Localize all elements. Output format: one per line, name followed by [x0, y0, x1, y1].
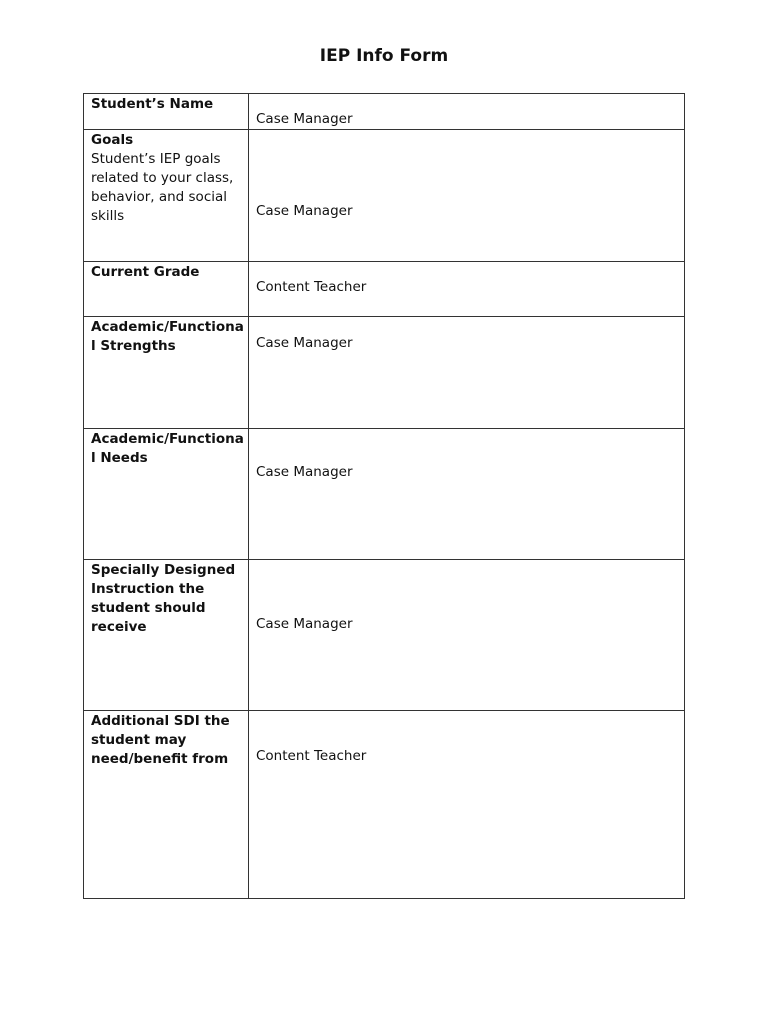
label-cell — [84, 94, 249, 130]
page-title: IEP Info Form — [319, 46, 449, 66]
label-cell — [84, 429, 249, 560]
row-value-additional-sdi: Content Teacher — [256, 748, 367, 764]
value-cell[interactable] — [249, 262, 685, 317]
row-label-additional-sdi: Additional SDI the student may need/benefit from — [91, 713, 230, 767]
table-row-needs — [84, 429, 685, 560]
iep-info-table — [83, 93, 685, 899]
label-cell — [84, 560, 249, 711]
table-row-current-grade — [84, 262, 685, 317]
value-cell[interactable] — [249, 94, 685, 130]
label-cell — [84, 711, 249, 899]
value-cell[interactable] — [249, 711, 685, 899]
label-cell — [84, 317, 249, 429]
value-cell[interactable] — [249, 317, 685, 429]
table-row-sdi — [84, 560, 685, 711]
row-label-goals: Goals — [91, 132, 134, 148]
row-value-students-name: Case Manager — [256, 111, 353, 127]
value-cell[interactable] — [249, 429, 685, 560]
row-value-needs: Case Manager — [256, 464, 353, 480]
value-cell[interactable] — [249, 130, 685, 262]
row-value-sdi: Case Manager — [256, 616, 353, 632]
value-cell[interactable] — [249, 560, 685, 711]
label-cell — [84, 130, 249, 262]
row-label-strengths: Academic/Functional Strengths — [91, 319, 244, 354]
row-value-goals: Case Manager — [256, 203, 353, 219]
table-row-additional-sdi — [84, 711, 685, 899]
row-value-strengths: Case Manager — [256, 335, 353, 351]
row-label-students-name: Student’s Name — [91, 96, 214, 112]
row-label-current-grade: Current Grade — [91, 264, 200, 280]
label-cell — [84, 262, 249, 317]
row-label-sdi: Specially Designed Instruction the student should receive — [91, 562, 236, 635]
row-label-needs: Academic/Functional Needs — [91, 431, 244, 466]
table-row-students-name — [84, 94, 685, 130]
row-value-current-grade: Content Teacher — [256, 279, 367, 295]
table-row-goals — [84, 130, 685, 262]
table-row-strengths — [84, 317, 685, 429]
row-note-goals: Student’s IEP goals related to your class, behavior, and social skills — [91, 151, 234, 224]
